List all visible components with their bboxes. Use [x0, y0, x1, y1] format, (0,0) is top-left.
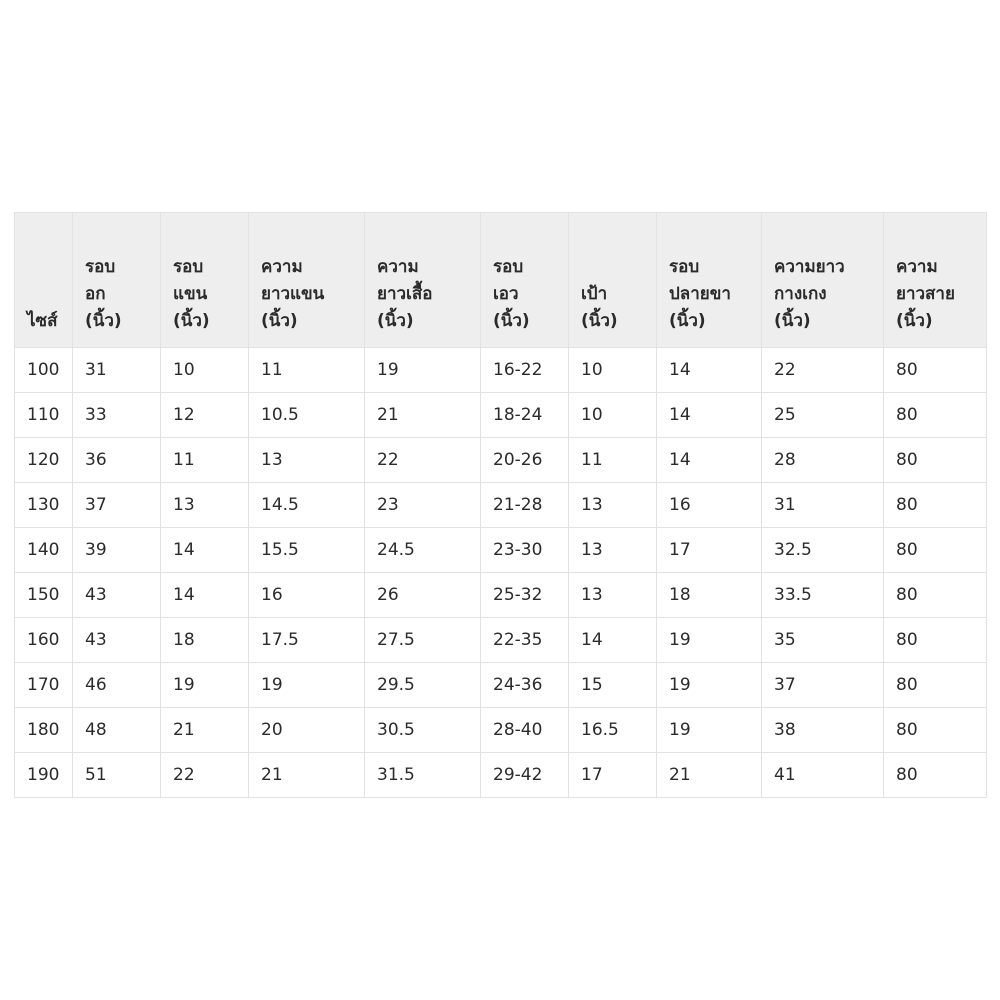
table-cell: 19 — [249, 663, 365, 708]
column-header-line: รอบ — [173, 257, 204, 277]
table-cell: 32.5 — [762, 528, 884, 573]
table-cell: 14 — [569, 618, 657, 663]
table-cell: 29.5 — [365, 663, 481, 708]
table-cell: 14 — [161, 573, 249, 618]
column-header-line: ความ — [896, 257, 938, 277]
column-header-line: (นิ้ว) — [669, 311, 706, 331]
table-cell: 11 — [569, 438, 657, 483]
column-header-line: กางเกง — [774, 284, 827, 304]
column-header-3 — [249, 213, 365, 348]
table-cell: 28-40 — [481, 708, 569, 753]
column-header-1 — [73, 213, 161, 348]
table-cell: 14 — [657, 393, 762, 438]
table-cell: 38 — [762, 708, 884, 753]
column-header-line: ยาวสาย — [896, 284, 955, 304]
table-body — [15, 348, 987, 798]
table-cell: 20-26 — [481, 438, 569, 483]
table-cell: 80 — [884, 348, 987, 393]
column-header-line: (นิ้ว) — [774, 311, 811, 331]
table-cell: 11 — [161, 438, 249, 483]
table-header — [15, 213, 987, 348]
table-header-row — [15, 213, 987, 348]
table-cell: 80 — [884, 708, 987, 753]
table-cell: 16.5 — [569, 708, 657, 753]
table-cell: 37 — [762, 663, 884, 708]
table-cell: 21 — [161, 708, 249, 753]
table-cell: 80 — [884, 438, 987, 483]
table-cell: 13 — [569, 528, 657, 573]
table-cell: 80 — [884, 483, 987, 528]
table-cell: 18 — [161, 618, 249, 663]
table-cell: 25 — [762, 393, 884, 438]
table-cell: 16-22 — [481, 348, 569, 393]
table-row — [15, 483, 987, 528]
table-cell: 46 — [73, 663, 161, 708]
table-cell: 23-30 — [481, 528, 569, 573]
table-cell: 80 — [884, 663, 987, 708]
table-cell: 13 — [569, 573, 657, 618]
table-cell: 19 — [657, 618, 762, 663]
row-size-label: 120 — [15, 438, 73, 483]
column-header-0 — [15, 213, 73, 348]
table-cell: 24.5 — [365, 528, 481, 573]
row-size-label: 110 — [15, 393, 73, 438]
table-cell: 13 — [249, 438, 365, 483]
table-cell: 35 — [762, 618, 884, 663]
table-cell: 19 — [161, 663, 249, 708]
table-cell: 10 — [569, 393, 657, 438]
row-size-label: 140 — [15, 528, 73, 573]
table-cell: 29-42 — [481, 753, 569, 798]
table-cell: 16 — [249, 573, 365, 618]
table-cell: 22-35 — [481, 618, 569, 663]
column-header-line: ยาวเสื้อ — [377, 284, 433, 304]
table-row — [15, 618, 987, 663]
column-header-line: (นิ้ว) — [377, 311, 414, 331]
table-cell: 80 — [884, 618, 987, 663]
column-header-line: เอว — [493, 284, 519, 304]
column-header-2 — [161, 213, 249, 348]
table-cell: 20 — [249, 708, 365, 753]
table-cell: 19 — [657, 708, 762, 753]
table-cell: 11 — [249, 348, 365, 393]
table-cell: 24-36 — [481, 663, 569, 708]
column-header-7 — [657, 213, 762, 348]
column-header-line: (นิ้ว) — [173, 311, 210, 331]
table-cell: 43 — [73, 573, 161, 618]
table-cell: 26 — [365, 573, 481, 618]
table-cell: 80 — [884, 393, 987, 438]
table-cell: 15.5 — [249, 528, 365, 573]
column-header-4 — [365, 213, 481, 348]
table-cell: 22 — [365, 438, 481, 483]
table-cell: 33 — [73, 393, 161, 438]
row-size-label: 100 — [15, 348, 73, 393]
table-cell: 31 — [762, 483, 884, 528]
table-cell: 14 — [161, 528, 249, 573]
table-cell: 18 — [657, 573, 762, 618]
table-cell: 21 — [249, 753, 365, 798]
table-cell: 39 — [73, 528, 161, 573]
table-cell: 22 — [161, 753, 249, 798]
table-cell: 43 — [73, 618, 161, 663]
column-header-5 — [481, 213, 569, 348]
row-size-label: 160 — [15, 618, 73, 663]
row-size-label: 190 — [15, 753, 73, 798]
table-row — [15, 708, 987, 753]
column-header-line: (นิ้ว) — [581, 311, 618, 331]
table-row — [15, 573, 987, 618]
table-cell: 27.5 — [365, 618, 481, 663]
column-header-line: รอบ — [669, 257, 700, 277]
row-size-label: 170 — [15, 663, 73, 708]
table-cell: 14.5 — [249, 483, 365, 528]
table-row — [15, 528, 987, 573]
table-cell: 19 — [365, 348, 481, 393]
table-row — [15, 393, 987, 438]
table-cell: 12 — [161, 393, 249, 438]
table-row — [15, 348, 987, 393]
column-header-line: (นิ้ว) — [493, 311, 530, 331]
column-header-line: ยาวแขน — [261, 284, 325, 304]
table-cell: 80 — [884, 573, 987, 618]
table-cell: 25-32 — [481, 573, 569, 618]
table-cell: 14 — [657, 438, 762, 483]
table-cell: 10 — [569, 348, 657, 393]
column-header-line: อก — [85, 284, 106, 304]
column-header-line: เป้า — [581, 284, 608, 304]
table-cell: 80 — [884, 753, 987, 798]
column-header-line: ไซส์ — [27, 311, 58, 331]
size-chart-table — [14, 212, 987, 798]
table-cell: 23 — [365, 483, 481, 528]
table-cell: 21 — [657, 753, 762, 798]
table-cell: 80 — [884, 528, 987, 573]
table-cell: 28 — [762, 438, 884, 483]
table-cell: 48 — [73, 708, 161, 753]
table-cell: 37 — [73, 483, 161, 528]
column-header-line: รอบ — [493, 257, 524, 277]
table-cell: 31 — [73, 348, 161, 393]
column-header-line: (นิ้ว) — [896, 311, 933, 331]
size-table-container — [14, 212, 986, 798]
table-cell: 19 — [657, 663, 762, 708]
table-cell: 36 — [73, 438, 161, 483]
table-cell: 22 — [762, 348, 884, 393]
column-header-9 — [884, 213, 987, 348]
table-cell: 10 — [161, 348, 249, 393]
table-cell: 33.5 — [762, 573, 884, 618]
table-cell: 13 — [161, 483, 249, 528]
table-cell: 31.5 — [365, 753, 481, 798]
column-header-line: ปลายขา — [669, 284, 731, 304]
column-header-6 — [569, 213, 657, 348]
column-header-line: (นิ้ว) — [261, 311, 298, 331]
column-header-8 — [762, 213, 884, 348]
table-cell: 21-28 — [481, 483, 569, 528]
column-header-line: ความ — [377, 257, 419, 277]
table-cell: 16 — [657, 483, 762, 528]
table-cell: 51 — [73, 753, 161, 798]
table-cell: 10.5 — [249, 393, 365, 438]
row-size-label: 150 — [15, 573, 73, 618]
table-cell: 13 — [569, 483, 657, 528]
table-row — [15, 753, 987, 798]
table-cell: 14 — [657, 348, 762, 393]
column-header-line: ความยาว — [774, 257, 845, 277]
row-size-label: 130 — [15, 483, 73, 528]
column-header-line: แขน — [173, 284, 208, 304]
column-header-line: ความ — [261, 257, 303, 277]
table-cell: 21 — [365, 393, 481, 438]
table-cell: 17 — [657, 528, 762, 573]
table-cell: 18-24 — [481, 393, 569, 438]
column-header-line: รอบ — [85, 257, 116, 277]
row-size-label: 180 — [15, 708, 73, 753]
table-cell: 41 — [762, 753, 884, 798]
table-row — [15, 663, 987, 708]
column-header-line: (นิ้ว) — [85, 311, 122, 331]
table-cell: 17 — [569, 753, 657, 798]
table-row — [15, 438, 987, 483]
table-cell: 30.5 — [365, 708, 481, 753]
table-cell: 17.5 — [249, 618, 365, 663]
table-cell: 15 — [569, 663, 657, 708]
